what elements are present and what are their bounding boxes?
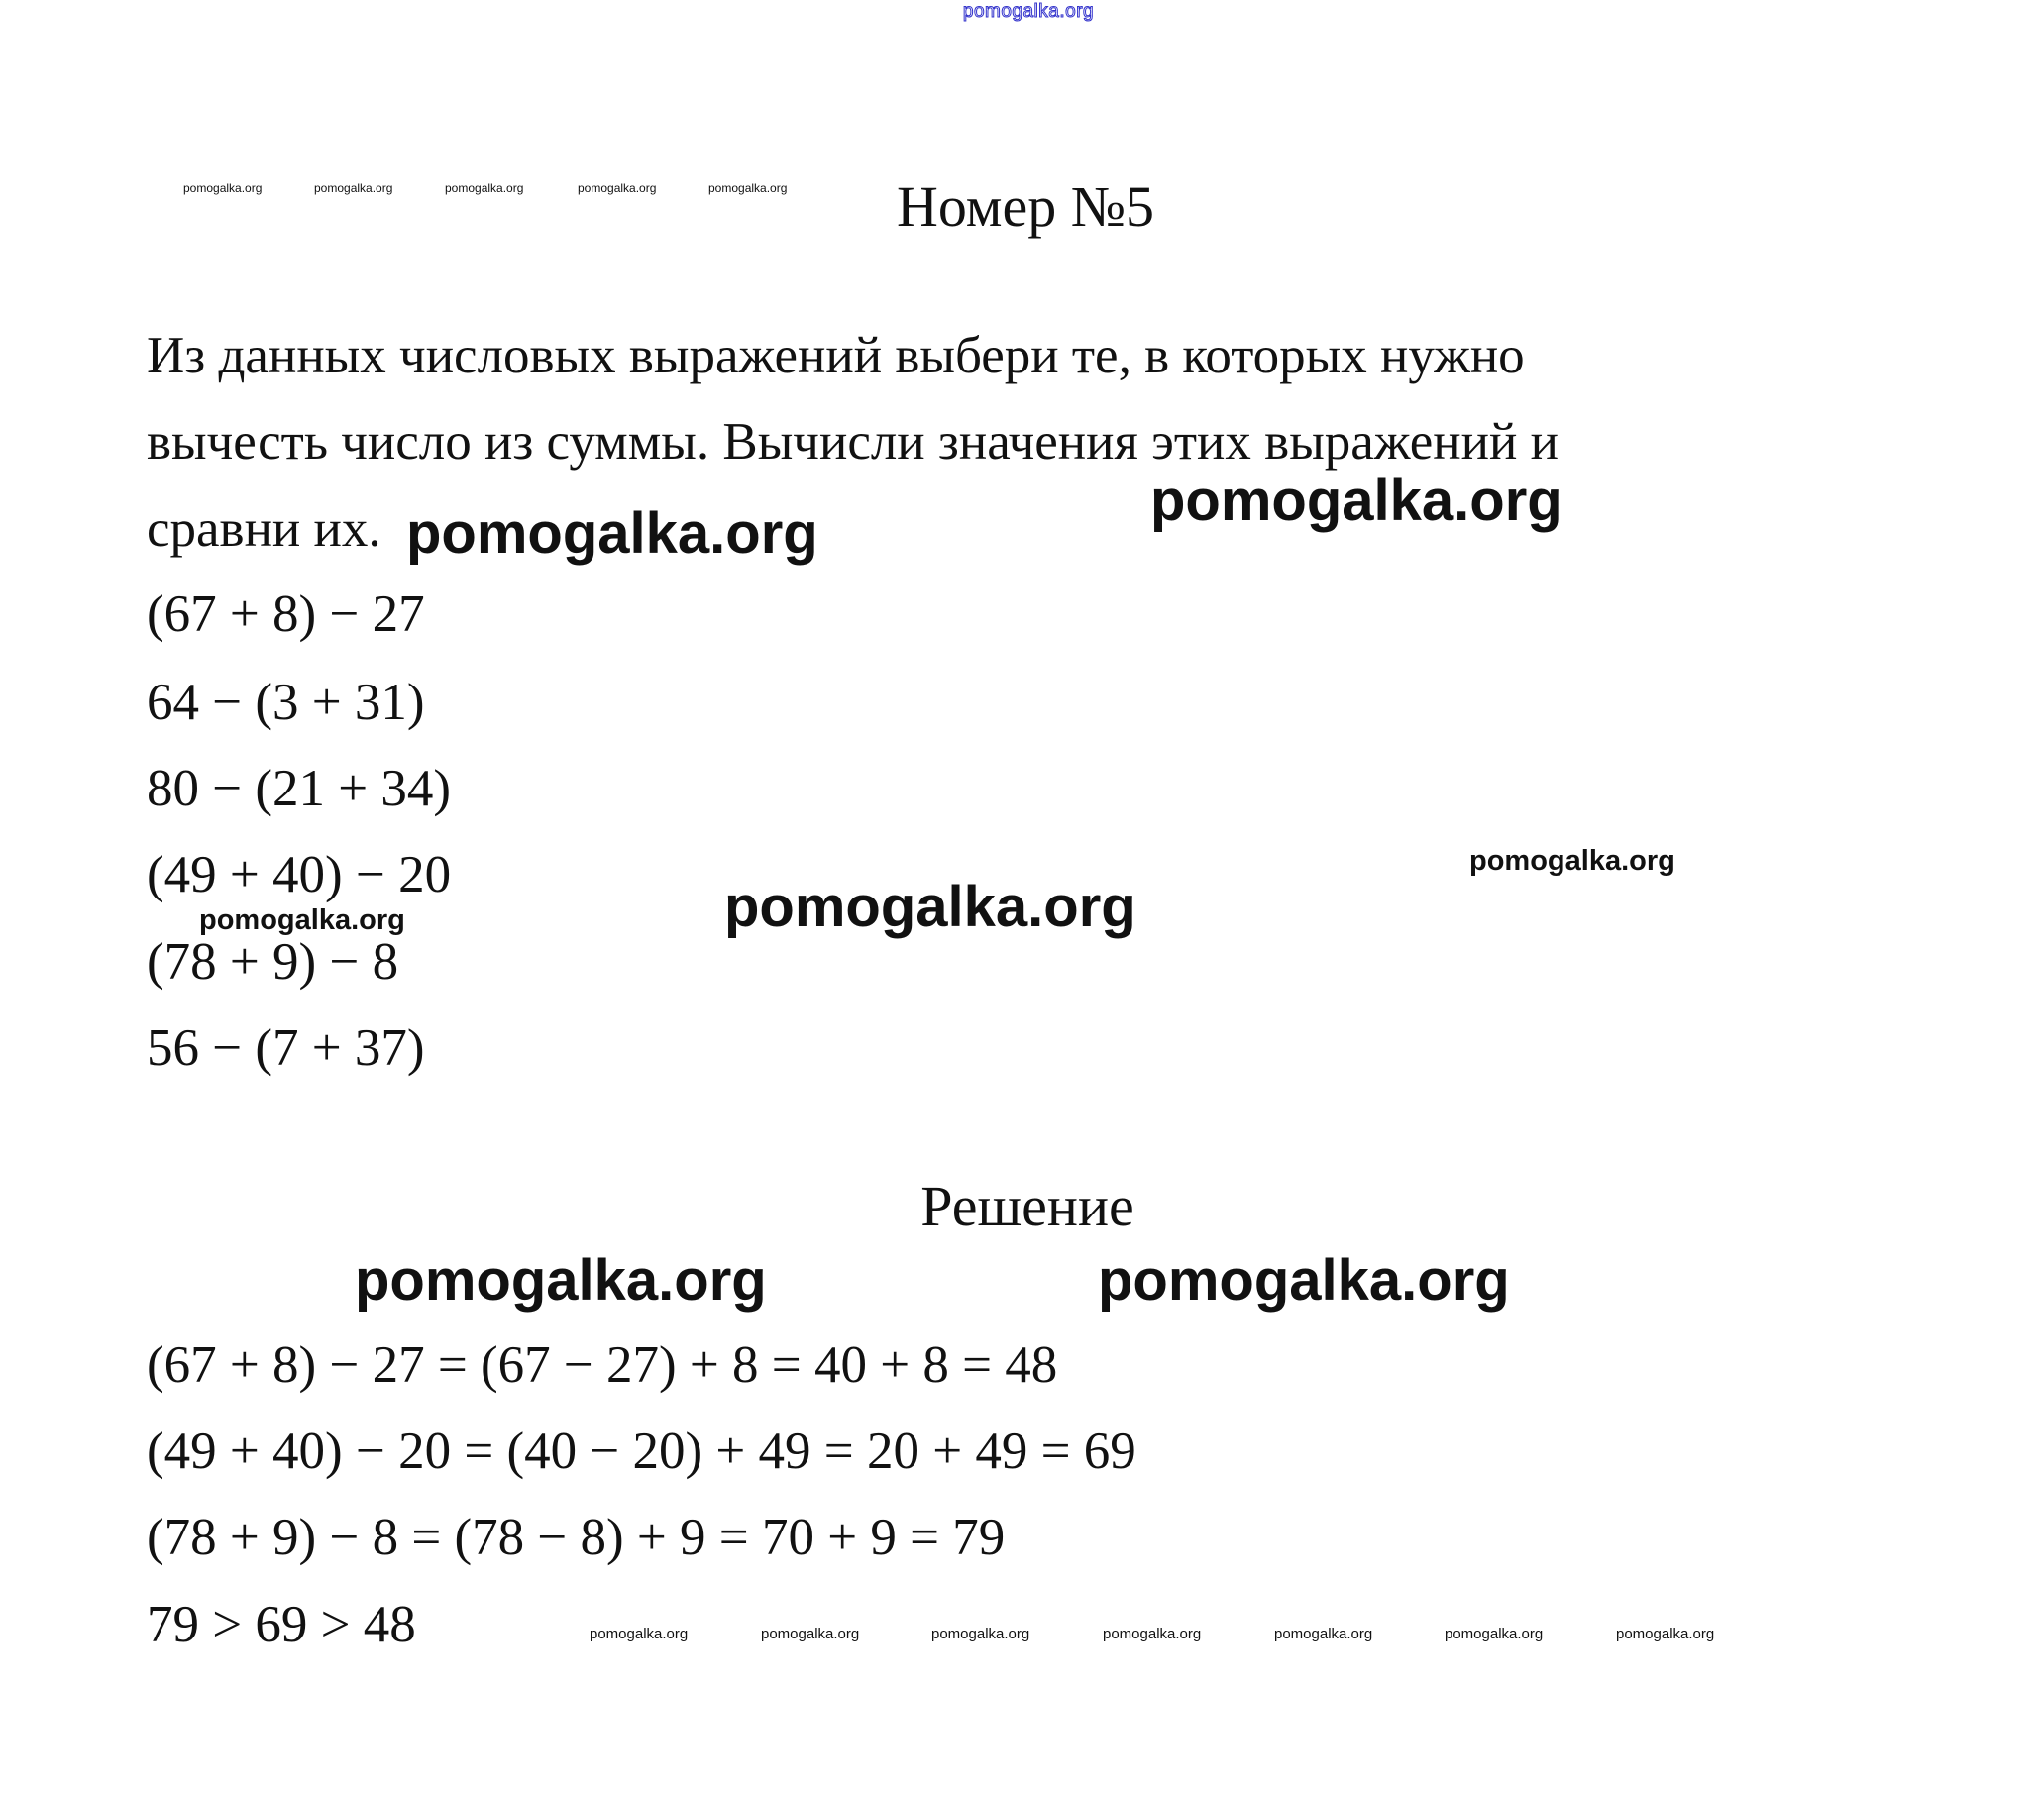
watermark-large: pomogalka.org: [406, 501, 818, 567]
task-text-line: вычесть число из суммы. Вычисли значения этих выражений и: [147, 413, 1559, 472]
task-text-line: сравни их.: [147, 500, 381, 559]
watermark-small: pomogalka.org: [1103, 1626, 1202, 1642]
expression: (78 + 9) − 8: [147, 933, 399, 992]
expression: 80 − (21 + 34): [147, 760, 452, 818]
watermark-small: pomogalka.org: [1274, 1626, 1373, 1642]
expression: 56 − (7 + 37): [147, 1019, 425, 1078]
watermark-small: pomogalka.org: [183, 180, 263, 195]
watermark-large: pomogalka.org: [1098, 1248, 1510, 1314]
solution-line: (67 + 8) − 27 = (67 − 27) + 8 = 40 + 8 = 48: [147, 1336, 1058, 1395]
watermark-small: pomogalka.org: [1445, 1626, 1544, 1642]
watermark-large: pomogalka.org: [355, 1248, 767, 1314]
watermark-small: pomogalka.org: [708, 180, 788, 195]
watermark-medium: pomogalka.org: [1469, 844, 1675, 877]
watermark-small: pomogalka.org: [590, 1626, 689, 1642]
watermark-small: pomogalka.org: [931, 1626, 1030, 1642]
watermark-small: pomogalka.org: [314, 180, 393, 195]
expression: (49 + 40) − 20: [147, 846, 452, 904]
expression: 64 − (3 + 31): [147, 674, 425, 732]
watermark-large: pomogalka.org: [1150, 469, 1562, 534]
top-watermark: pomogalka.org: [962, 0, 1095, 22]
solution-line: (78 + 9) − 8 = (78 − 8) + 9 = 70 + 9 = 79: [147, 1509, 1006, 1567]
watermark-small: pomogalka.org: [1616, 1626, 1715, 1642]
solution-heading: Решение: [920, 1174, 1134, 1239]
page-title: Номер №5: [896, 174, 1155, 240]
watermark-small: pomogalka.org: [578, 180, 657, 195]
watermark-small: pomogalka.org: [445, 180, 524, 195]
solution-line: 79 > 69 > 48: [147, 1596, 416, 1654]
expression: (67 + 8) − 27: [147, 585, 425, 644]
watermark-medium: pomogalka.org: [199, 903, 405, 936]
watermark-small: pomogalka.org: [761, 1626, 860, 1642]
watermark-large: pomogalka.org: [724, 875, 1136, 940]
task-text-line: Из данных числовых выражений выбери те, в которых нужно: [147, 327, 1525, 385]
solution-line: (49 + 40) − 20 = (40 − 20) + 49 = 20 + 49 = 69: [147, 1423, 1136, 1481]
